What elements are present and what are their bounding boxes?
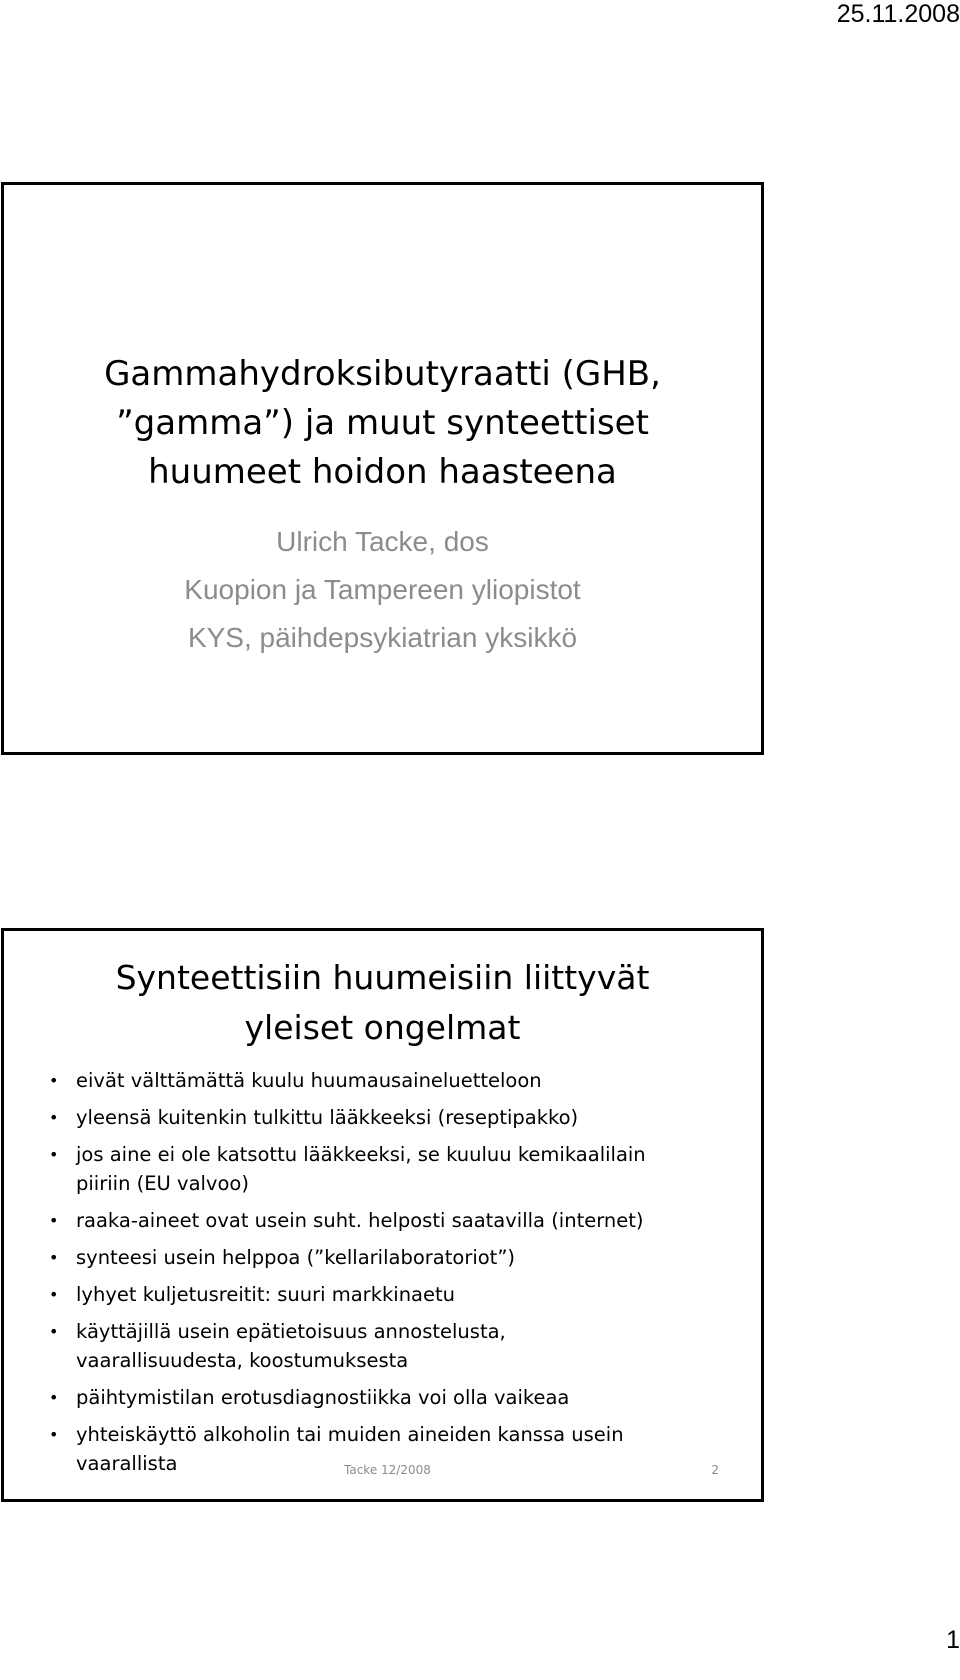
bullet-item — [46, 1066, 746, 1095]
bullet-dot-icon: • — [49, 1248, 59, 1267]
bullet-item — [46, 1383, 746, 1412]
slide-number: 2 — [711, 1463, 719, 1477]
bullet-dot-icon: • — [49, 1388, 59, 1407]
bullet-dot-icon: • — [49, 1071, 59, 1090]
slide-1-title-line: ”gamma”) ja muut synteettiset — [116, 403, 649, 443]
bullet-text: yhteiskäyttö alkoholin tai muiden aineiden kanssa usein — [76, 1423, 624, 1446]
bullet-dot-icon: • — [49, 1425, 59, 1444]
slide-1 — [1, 182, 764, 755]
bullet-text: piiriin (EU valvoo) — [76, 1172, 249, 1195]
bullet-item — [46, 1103, 746, 1132]
bullet-text: vaarallista — [76, 1452, 178, 1475]
slide-1-title-line: Gammahydroksibutyraatti (GHB, — [104, 354, 661, 394]
bullet-dot-icon: • — [49, 1108, 59, 1127]
bullet-text: lyhyet kuljetusreitit: suuri markkinaetu — [76, 1283, 456, 1306]
bullet-item — [46, 1243, 746, 1272]
slide-2-title-line: yleiset ongelmat — [244, 1008, 521, 1047]
slide-2-title-line: Synteettisiin huumeisiin liittyvät — [115, 958, 650, 997]
slide-1-subtitle-line: Kuopion ja Tampereen yliopistot — [184, 574, 581, 605]
slide-1-subtitle-line: Ulrich Tacke, dos — [276, 526, 489, 557]
bullet-dot-icon: • — [49, 1145, 59, 1164]
bullet-item — [46, 1280, 746, 1309]
slide-2 — [1, 928, 764, 1502]
bullet-dot-icon: • — [49, 1285, 59, 1304]
bullet-text: raaka-aineet ovat usein suht. helposti saatavilla (internet) — [76, 1209, 644, 1232]
bullet-dot-icon: • — [49, 1322, 59, 1341]
page-date: 25.11.2008 — [836, 0, 960, 28]
bullet-text: jos aine ei ole katsottu lääkkeeksi, se kuuluu kemikaalilain — [76, 1143, 646, 1166]
bullet-text: käyttäjillä usein epätietoisuus annostelusta, — [76, 1320, 506, 1343]
bullet-text: eivät välttämättä kuulu huumausaineluetteloon — [76, 1069, 542, 1092]
slide-1-title-line: huumeet hoidon haasteena — [148, 452, 617, 492]
slide-2-title — [4, 953, 761, 1053]
bullet-text: päihtymistilan erotusdiagnostiikka voi olla vaikeaa — [76, 1386, 570, 1409]
slide-1-subtitle — [4, 518, 761, 662]
bullet-dot-icon: • — [49, 1211, 59, 1230]
bullet-item — [46, 1206, 746, 1235]
bullet-text: yleensä kuitenkin tulkittu lääkkeeksi (reseptipakko) — [76, 1106, 579, 1129]
slide-footer-text: Tacke 12/2008 — [344, 1463, 431, 1477]
bullet-item — [46, 1317, 746, 1375]
slide-1-subtitle-line: KYS, päihdepsykiatrian yksikkö — [187, 622, 578, 653]
slide-1-title — [4, 350, 761, 497]
bullet-list — [46, 1066, 746, 1486]
bullet-item — [46, 1140, 746, 1198]
bullet-text: vaarallisuudesta, koostumuksesta — [76, 1349, 409, 1372]
page-number: 1 — [946, 1626, 960, 1654]
bullet-text: synteesi usein helppoa (”kellarilaboratoriot”) — [76, 1246, 516, 1269]
